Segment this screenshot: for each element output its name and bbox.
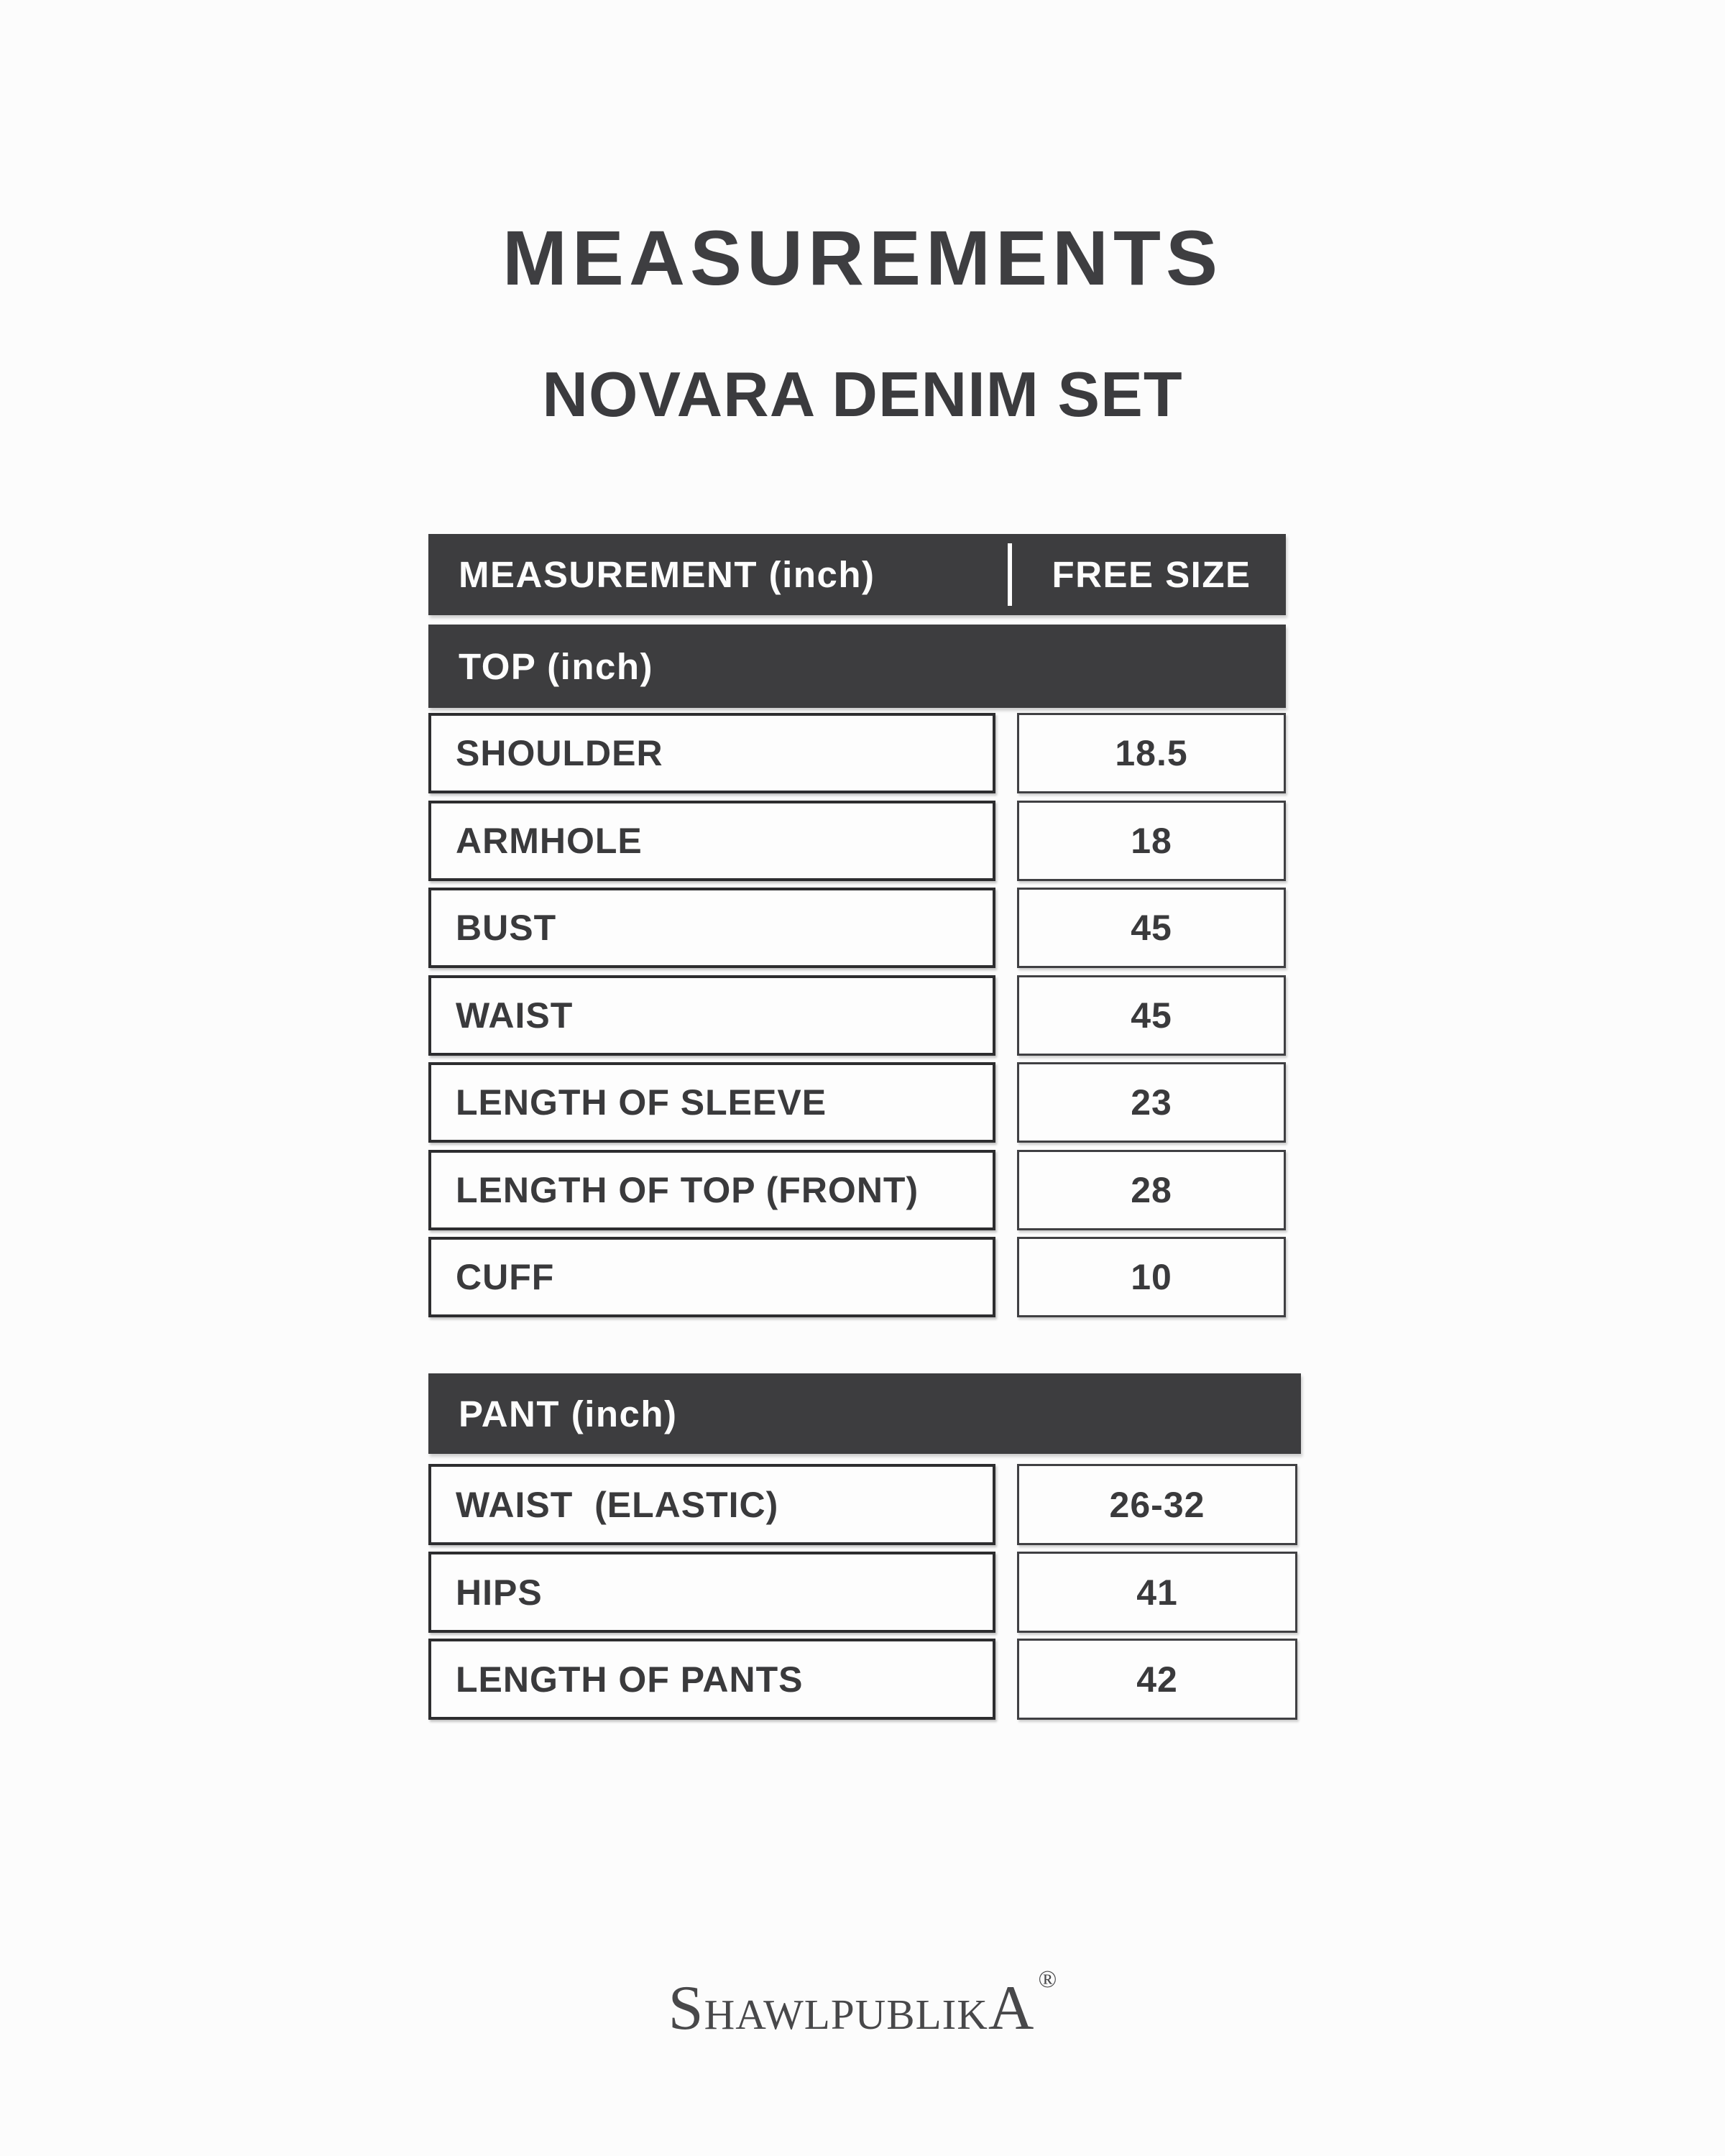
row-label: HIPS <box>456 1572 543 1613</box>
row-value: 45 <box>1131 908 1172 948</box>
row-value-cell <box>1017 975 1286 1056</box>
column-divider <box>1008 543 1012 606</box>
table-row <box>428 713 1301 793</box>
brand-logo <box>0 1966 1725 2045</box>
row-value-cell <box>1017 1464 1297 1545</box>
table-row <box>428 1237 1301 1317</box>
page-title: MEASUREMENTS <box>502 214 1223 301</box>
row-value-cell <box>1017 888 1286 968</box>
section-header-top <box>428 625 1286 708</box>
row-value-cell <box>1017 713 1286 793</box>
table-row <box>428 1464 1301 1545</box>
section-header-pant <box>428 1373 1301 1454</box>
row-label-cell <box>428 1464 995 1545</box>
row-value: 42 <box>1136 1659 1178 1700</box>
table-row <box>428 975 1301 1056</box>
size-table <box>428 534 1301 1720</box>
row-label: CUFF <box>456 1257 555 1297</box>
row-label-cell <box>428 888 995 968</box>
row-value-cell <box>1017 1237 1286 1317</box>
row-label-cell <box>428 801 995 881</box>
registered-trademark-icon: ® <box>1038 1966 1057 1993</box>
row-value-cell <box>1017 1062 1286 1143</box>
row-label-cell <box>428 1237 995 1317</box>
row-label-cell <box>428 713 995 793</box>
table-row <box>428 801 1301 881</box>
section-label: TOP (inch) <box>459 645 653 687</box>
row-value: 45 <box>1131 995 1172 1036</box>
row-value-cell <box>1017 1552 1297 1633</box>
table-row <box>428 1552 1301 1633</box>
row-value-cell <box>1017 1150 1286 1230</box>
row-value: 41 <box>1136 1572 1178 1613</box>
brand-middle-letters: HAWLPUBLIK <box>704 1991 988 2038</box>
brand-first-letter: S <box>668 1973 704 2043</box>
row-value-cell <box>1017 801 1286 881</box>
row-label-cell <box>428 1150 995 1230</box>
row-value: 26-32 <box>1109 1484 1205 1525</box>
table-row <box>428 1150 1301 1230</box>
row-label: SHOULDER <box>456 733 663 773</box>
row-value: 23 <box>1131 1082 1172 1123</box>
product-name: NOVARA DENIM SET <box>542 359 1183 430</box>
row-label: BUST <box>456 908 557 948</box>
row-label: LENGTH OF SLEEVE <box>456 1082 827 1123</box>
size-column-header: FREE SIZE <box>1052 554 1251 595</box>
row-value-cell <box>1017 1639 1297 1720</box>
row-value: 18 <box>1131 821 1172 861</box>
table-row <box>428 1062 1301 1143</box>
measurement-column-header: MEASUREMENT (inch) <box>459 554 875 595</box>
row-label: ARMHOLE <box>456 821 643 861</box>
row-label-cell <box>428 975 995 1056</box>
section-label: PANT (inch) <box>459 1393 678 1434</box>
row-value: 28 <box>1131 1170 1172 1210</box>
row-value: 18.5 <box>1115 733 1188 773</box>
row-label: LENGTH OF PANTS <box>456 1659 804 1700</box>
row-label-cell <box>428 1552 995 1633</box>
table-row <box>428 888 1301 968</box>
table-row <box>428 1639 1301 1720</box>
row-label-cell <box>428 1639 995 1720</box>
row-label: WAIST (ELASTIC) <box>456 1484 779 1525</box>
row-value: 10 <box>1131 1257 1172 1297</box>
brand-last-letter: A <box>988 1973 1035 2043</box>
table-header-bar <box>428 534 1286 615</box>
row-label-cell <box>428 1062 995 1143</box>
row-label: WAIST <box>456 995 574 1036</box>
row-label: LENGTH OF TOP (FRONT) <box>456 1170 919 1210</box>
